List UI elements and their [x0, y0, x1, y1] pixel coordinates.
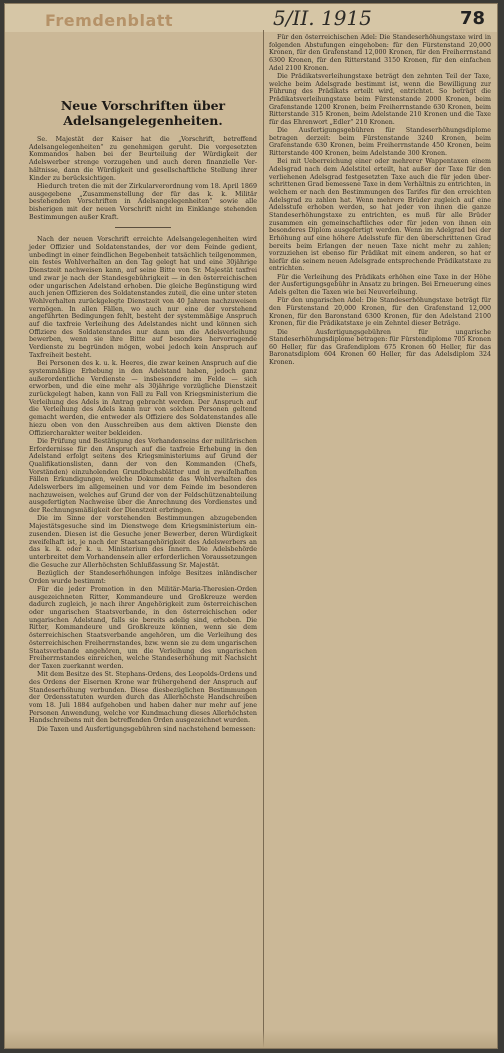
article-paragraph: Für den ungarischen Adel: Die Standeserhöhungstaxe beträgt für den Fürstenstand 20,000 Kronen, für den Grafenstand 12,000 Kronen, für den Baronstand 6300 Kronen, für den Adelstand 2100 Kronen, für die Prädikatstaxe je ein Zehntel dieser Beträge.: [269, 297, 491, 328]
article-paragraph: Hiedurch treten die mit der Zirkularverordnung vom 18. April 1869 ausgegebene „Zusammenstellung der für das k. k. Militär bestehenden Vorschriften in Adelsangelegenheiten“ sowie alle bisherigen mit der neuen Vorschrift nicht im Einklange stehenden Bestimmungen außer Kraft.: [29, 182, 257, 221]
article-paragraph: Die Ausfertigungsgebühren für Standeserhöhungsdiplome betragen derzeit: beim Fürstenstande 3240 Kronen, beim Grafenstande 630 Kronen, beim Freiherrnstande 450 Kronen, beim Ritterstande 400 Kronen, beim Adelstande 300 Kronen.: [269, 127, 491, 158]
article-paragraph: Für den österreichischen Adel: Die Standeserhöhungstaxe wird in folgenden Abstufungen eingehoben: für den Fürstenstand 20,000 Kronen, für den Grafenstand 12,000 Kronen, für den Freiherrnstand 6300 Kronen, für den Ritterstand 3150 Kronen, für den einfachen Adel 2100 Kronen.: [269, 34, 491, 72]
article-paragraph: Die Ausfertigungsgebühren für ungarische Standeserhöhungsdiplome betragen: für Fürstendiplome 705 Kronen 60 Heller, für das Grafendiplom 675 Kronen 60 Heller, für das Baronatsdiplom 604 Kronen 60 Heller, für das Adelsdiplom 324 Kronen.: [269, 328, 491, 367]
article-paragraph: Die Prädikatsverleihungstaxe beträgt den zehnten Teil der Taxe, welche beim Adelsgrade bestimmt ist, wenn die Bewilligung zur Führung des Prädikats erteilt wird, entrichtet. So beträgt die Prädikatsverleihungstaxe beim Fürstenstande 2000 Kronen, beim Grafenstande 1200 Kronen, beim Freiherrnstande 630 Kronen, beim Ritterstande 315 Kronen, beim Adelstande 210 Kronen und die Taxe für das Ehrenwort „Edler“ 210 Kronen.: [269, 72, 491, 126]
section-divider: [115, 227, 171, 228]
article-paragraph: Die Prüfung und Bestätigung des Vorhandenseins der militärischen Erfordernisse für den Anspruch auf die taxfreie Erhebung in den Adelstand erfolgt seitens des Kriegsministeriums auf Grund der Qualifikationslisten, dann der von den Kommanden (Chefs, Vorständen) einzuholenden Grundbuchsblätter und in zweifelhaften Fällen Erkundigungen, welche Dokumente das Wohlverhalten des Adelswerbers im allgemeinen und vor dem Feinde im besonderen nachzuweisen, welches auf Grund der von der Feldschützenabteilung ausgefertigten Nachweise über die Anrechnung des Vordienstes und der Rechnungsmäßigkeit der Dienstzeit erbringen.: [29, 437, 257, 515]
column-divider: [263, 30, 264, 1048]
handwritten-date: 5/II. 1915: [273, 6, 372, 30]
left-column-body: [29, 136, 257, 733]
left-column: [29, 36, 257, 734]
right-column: [269, 34, 491, 367]
article-paragraph: Nach der neuen Vorschrift erreichte Adelsangelegenheiten wird jeder Offizier und Soldatenstandes, der vor dem Feinde gedient, unbedingt in einer feindlichen Begebenheit tatsächlich teilgenommen, ein festes Wohlverhalten an den Tag gelegt hat und eine 30jährige Dienstzeit nachweisen kann, auf seine Bitte von Sr. Majestät taxfrei und zwar je nach der Standesgebührigkeit — in den österreichischen oder ungarischen Adelstand erhoben. Die gleiche Begünstigung wird auch jenen Offizieren des Soldatenstandes zuteil, die eine unter steten Wohlverhalten zurückgelegte Dienstzeit von 40 Jahren nachzuweisen vermögen. In allen Fällen, wo auch nur eine der vorstehend angeführten Bedingungen fehlt, besteht der systemmäßige Anspruch auf die taxfreie Verleihung des Adelstandes nicht und können sich Offiziere des Soldatenstandes nur dann um die Adelsverleihung bewerben, wenn sie ihre Bitte auf besonders hervorragende Verdienste zu begründen mögen, wobei jedoch kein Anspruch auf Taxfreiheit besteht.: [29, 236, 258, 359]
page-number: 78: [459, 8, 485, 29]
newspaper-clipping: [4, 3, 498, 1049]
article-paragraph: Bezüglich der Standeserhöhungen infolge Besitzes inländischer Orden wurde bestimmt:: [29, 569, 257, 585]
article-paragraph: Die Taxen und Ausfertigungsgebühren sind nachstehend bemessen:: [37, 725, 256, 733]
article-paragraph: Für die Verleihung des Prädikats erhöhen eine Taxe in der Höhe der Ausfertigungsgebühr in Ansatz zu bringen. Bei Erneuerung eines Adels gelten die Taxen wie bei Neuverleihung.: [269, 273, 491, 297]
article-headline: Neue Vorschriften über Adelsangelegenheiten.: [60, 98, 226, 128]
paper-shadow: [5, 1030, 497, 1048]
article-paragraph: Für die jeder Promotion in den Militär-Maria-Theresien-Orden ausgezeichneten Ritter, Kommandeure und Großkreuze werden dadurch zugleich, je nach ihrer Angehörigkeit zum österreichischen oder ungarischen Staatsverbande, in den österreichischen oder ungarischen Adelstand, falls sie bereits adelig sind, erhoben. Die Ritter, Kommandeure und Großkreuze können, wenn sie dem österreichischen Staatsverbande angehören, um die Verleihung des österreichischen Freiherrnstandes, bzw. wenn sie zu dem ungarischen Staatsverbande angehören, um die Verleihung des ungarischen Freiherrnstandes einreichen, welche Standeserhöhung mit Nachsicht der Taxen zuerkannt werden.: [29, 585, 257, 670]
article-paragraph: Die im Sinne der vorstehenden Bestimmungen abzugebenden Majestätsgesuche sind im Dienstwege dem Kriegsministerium einzusenden. Diesen ist die Gesuche jener Bewerber, deren Würdigkeit zweifelhaft ist, je nach der Staatsangehörigkeit des Adelswerbers an das k. k. oder k. u. Ministerium des Innern. Die Adelsbehörde unterbreitet dem Vorhandensein aller erforderlichen Voraussetzungen die Gesuche zur Allerhöchsten Schlußfassung Sr. Majestät.: [29, 515, 257, 569]
article-paragraph: Se. Majestät der Kaiser hat die „Vorschrift, betreffend Adelsangelegenheiten“ zu genehmigen geruht. Die vorgesetzten Kommandos haben bei der Beurteilung der Würdigkeit der Adelswerber strenge vorzugehen und auch deren finanzielle Verhältnisse, dann die Würdigkeit und gesellschaftliche Stellung ihrer Kinder zu berücksichtigen.: [29, 136, 257, 182]
right-column-body: [269, 34, 491, 367]
article-paragraph: Bei mit Ueberreichung einer oder mehrerer Wappentaxen einem Adelsgrad nach dem Adelstitel erteilt, hat außer der Taxe für den verliehenen Adelsgrad festgesetzten Taxe auch die für jeden überschrittenen Grad bemessene Taxe in dem Verhältnis zu entrichten, in welchem er nach den Bestimmungen des Tarifes für den erreichten Adelsgrad zu zahlen hat. Wenn mehrere Brüder zugleich auf eine Adelsstufe erhoben werden, so hat jeder von ihnen die ganze Standeserhöhungstaxe zu entrichten, es muß für alle Brüder zusammen ein gemeinschaftliches oder für jeden von ihnen ein besonderes Diplom ausgefertigt werden. Wenn im Adelgrad bei der Erhöhung auf eine höhere Adelsstufe für den überschrittenen Grad bereits beim Erlangen der neuen Taxe nicht mehr zu zahlen; vorzuziehen ist ebenso für Prädikat mit einem anderen, so hat er hiefür die seinem neuen Adelsgrade entsprechende Prädikatstaxe zu entrichten.: [269, 158, 491, 273]
article-paragraph: Bei Personen des k. u. k. Heeres, die zwar keinen Anspruch auf die systemmäßige Erhebung in den Adelstand haben, jedoch ganz außerordentliche Verdienste — insbesondere im Felde — sich erworben, und die eine mehr als 30jährige vorzügliche Dienstzeit zurückgelegt haben, kann von Fall zu Fall von Kriegsministerium die Verleihung des Adels in Antrag gebracht werden. Der Anspruch auf die Verleihung des Adels kann nur von solchen Personen geltend gemacht werden, die entweder als Offiziere des Soldatenstandes alle hiezu oben von den Ausschreiben aus dem aktiven Dienste den Offiziercharakter weiter bekleiden.: [29, 360, 257, 437]
masthead: Fremdenblatt: [45, 11, 174, 30]
article-paragraph: Mit dem Besitze des St. Stephans-Ordens, des Leopolds-Ordens und des Ordens der Eisernen Krone war frühergehend der Anspruch auf Standeserhöhung verbunden. Diese diesbezüglichen Bestimmungen der Ordensstatuten wurden durch das Allerhöchste Handschreiben vom 18. Juli 1884 aufgehoben und haben daher nur mehr auf jene Personen Anwendung, welche vor Kundmachung dieses Allerhöchsten Handschreibens mit den betreffenden Orden ausgezeichnet wurden.: [29, 671, 257, 725]
